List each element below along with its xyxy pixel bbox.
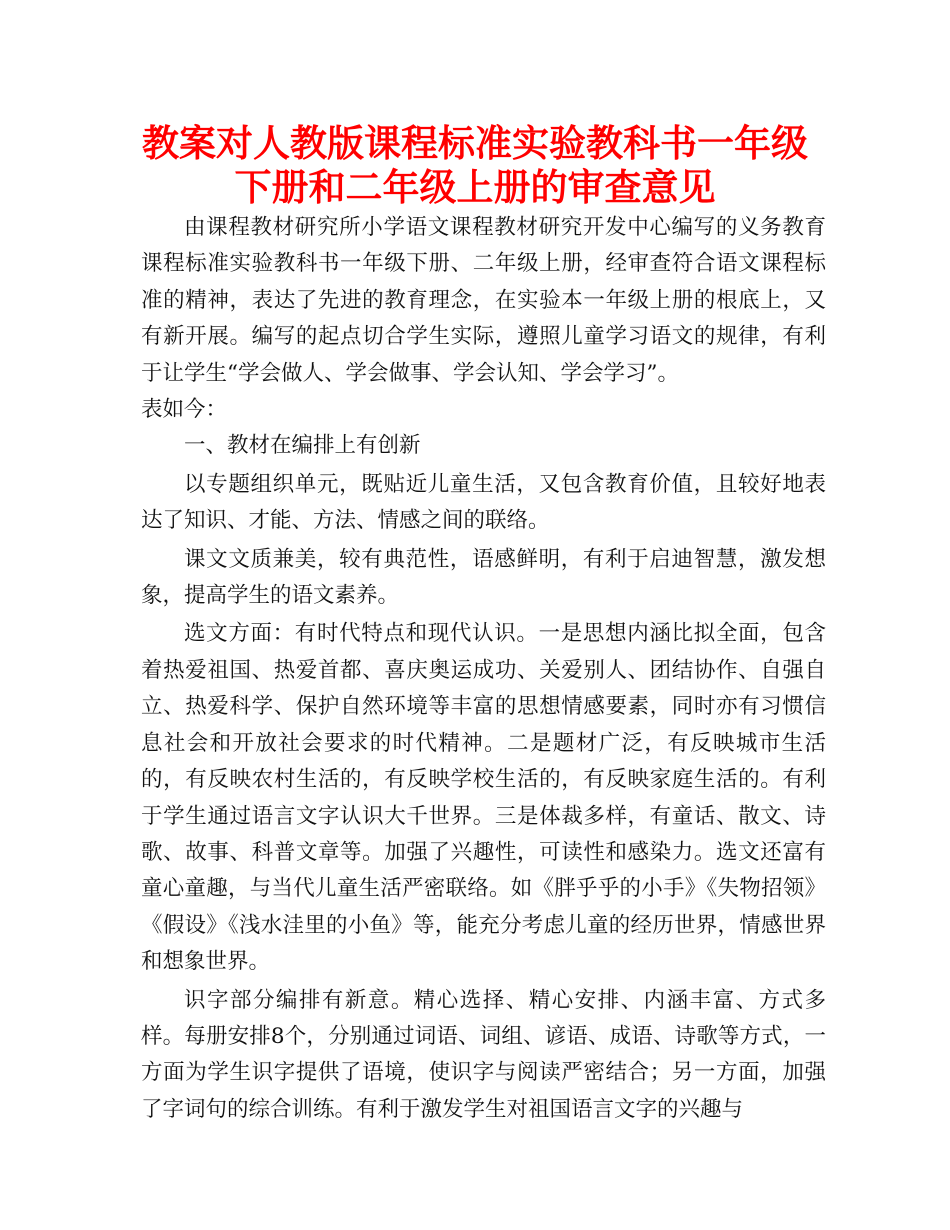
title-line-2: 下册和二年级上册的审查意见 [234,166,716,209]
section-heading: 一、教材在编排上有创新 [184,433,421,459]
document-body [141,210,826,1128]
paragraph-texts: 课文文质兼美，较有典范性，语感鲜明，有利于启迪智慧，激发想象，提高学生的语文素养。 [141,546,826,609]
paragraph-units: 以专题组织单元，既贴近儿童生活，又包含教育价值，且较好地表达了知识、才能、方法、情感之间的联络。 [141,471,826,534]
document-title [100,122,850,210]
title-line-1: 教案对人教版课程标准实验教科书一年级 [142,122,808,165]
paragraph-listing-lead: 表如今： [141,397,228,423]
paragraph-intro: 由课程教材研究所小学语文课程教材研究开发中心编写的义务教育课程标准实验教科书一年级下册、二年级上册，经审查符合语文课程标准的精神，表达了先进的教育理念，在实验本一年级上册的根底上，又有新开展。编写的起点切合学生实际，遵照儿童学习语文的规律，有利于让学生“学会做人、学会做事、学会认知、学会学习”。 [141,215,826,386]
paragraph-literacy: 识字部分编排有新意。精心选择、精心安排、内涵丰富、方式多样。每册安排8个，分别通过词语、词组、谚语、成语、诗歌等方式，一方面为学生识字提供了语境，使识字与阅读严密结合；另一方面，加强了字词句的综合训练。有利于激发学生对祖国语言文字的兴趣与 [141,987,826,1122]
paragraph-selection: 选文方面：有时代特点和现代认识。一是思想内涵比拟全面，包含着热爱祖国、热爱首都、喜庆奥运成功、关爱别人、团结协作、自强自立、热爱科学、保护自然环境等丰富的思想情感要素，同时亦有习惯信息社会和开放社会要求的时代精神。二是题材广泛，有反映城市生活的，有反映农村生活的，有反映学校生活的，有反映家庭生活的。有利于学生通过语言文字认识大千世界。三是体裁多样，有童话、散文、诗歌、故事、科普文章等。加强了兴趣性，可读性和感染力。选文还富有童心童趣，与当代儿童生活严密联络。如《胖乎乎的小手》《失物招领》《假设》《浅水洼里的小鱼》等，能充分考虑儿童的经历世界，情感世界和想象世界。 [141,621,826,975]
